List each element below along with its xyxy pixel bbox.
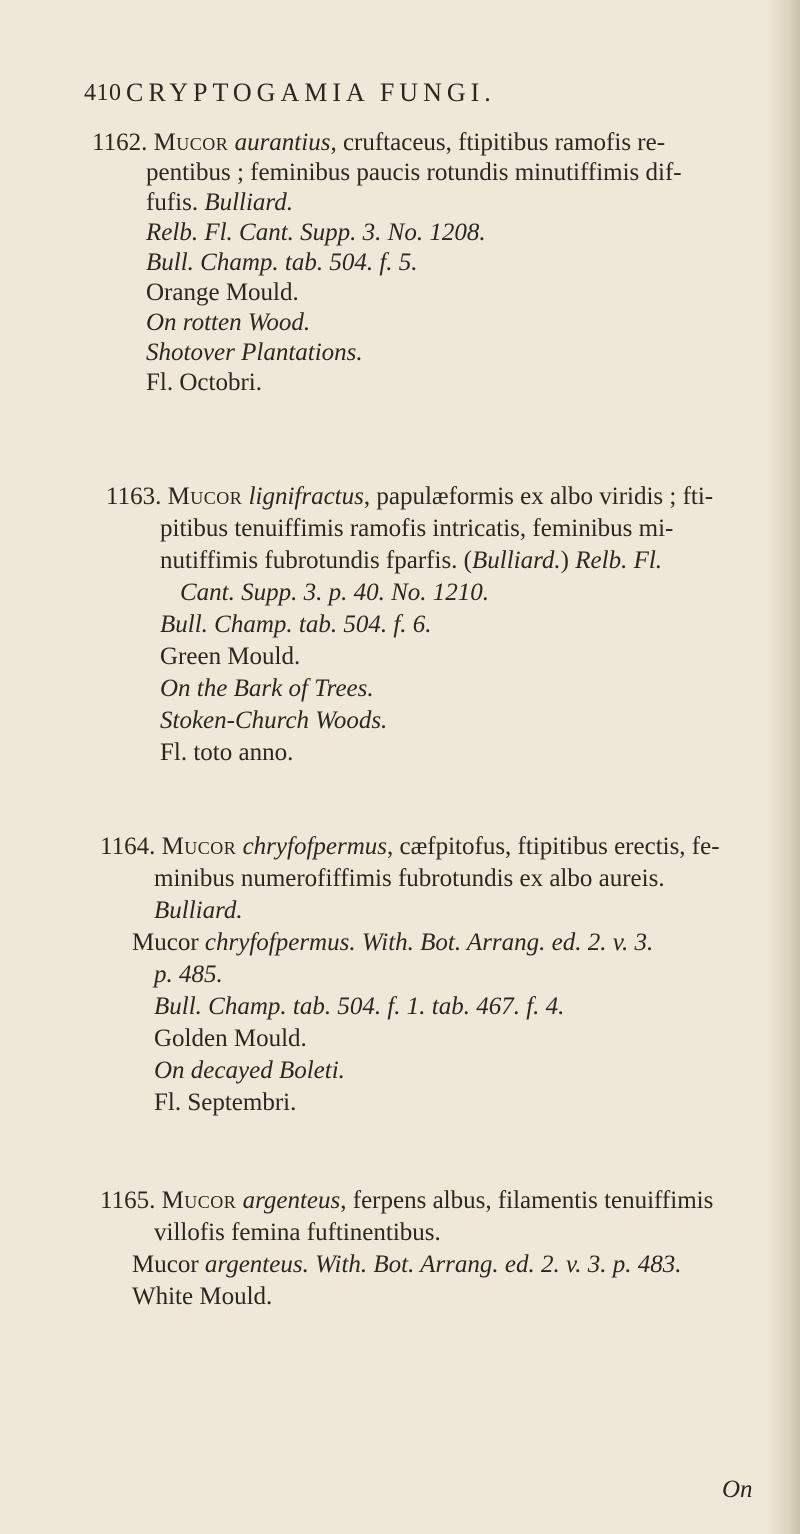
text-line: fufis. Bulliard. [146,189,293,216]
habitat-line: On decayed Boleti. [154,1057,345,1084]
entry-heading-line [92,128,665,158]
entry-heading-line [106,482,713,512]
species-name: argenteus [242,1187,341,1214]
catchword: On [722,1476,753,1503]
page-edge-shadow [766,0,800,1534]
habitat-line: On rotten Wood. [146,309,311,336]
reference-line: Bulliard. [154,897,243,924]
species-name: aurantius [234,129,331,156]
locality-line: Stoken-Church Woods. [160,707,388,734]
synonym-line: Mucor argenteus. With. Bot. Arrang. ed. 2. v. 3. p. 483. [132,1251,682,1278]
synonym-line: Mucor chryfofpermus. With. Bot. Arrang. ed. 2. v. 3. [132,929,654,956]
common-name: Green Mould. [160,643,301,670]
species-name: chryfofpermus [242,833,387,860]
genus-name: Mucor [153,129,229,156]
description-text: , cæfpitofus, ftipitibus erectis, fe- [387,833,720,860]
common-name: Orange Mould. [146,279,299,306]
entry-number: 1164. [100,833,156,860]
running-head: CRYPTOGAMIA FUNGI. [126,78,496,107]
text-line: pitibus tenuiffimis ramofis intricatis, feminibus mi- [160,515,674,542]
text-line: minibus numerofiffimis fubrotundis ex albo aureis. [154,865,665,892]
common-name: White Mould. [132,1283,273,1310]
description-text: , ferpens albus, filamentis tenuiffimis [340,1187,714,1214]
reference-line: Cant. Supp. 3. p. 40. No. 1210. [180,579,490,606]
entry-heading-line [100,1186,713,1216]
text-line: villofis femina fuftinentibus. [154,1219,441,1246]
entry-heading-line [100,832,720,862]
habitat-line: On the Bark of Trees. [160,675,374,702]
entry-number: 1163. [106,483,162,510]
entry-number: 1165. [100,1187,156,1214]
species-name: lignifractus [248,483,364,510]
common-name: Golden Mould. [154,1025,307,1052]
locality-line: Shotover Plantations. [146,339,363,366]
page-header [84,78,784,122]
text-line: nutiffimis fubrotundis fparfis. (Bulliard.) Relb. Fl. [160,547,663,574]
reference-line: Bull. Champ. tab. 504. f. 5. [146,249,418,276]
flowering-line: Fl. Septembri. [154,1089,297,1116]
description-text: , cruftaceus, ftipitibus ramofis re- [330,129,666,156]
reference-line: Bull. Champ. tab. 504. f. 1. tab. 467. f. 4. [154,993,565,1020]
text-line: pentibus ; feminibus paucis rotundis minutiffimis dif- [146,159,682,186]
genus-name: Mucor [161,1187,237,1214]
page-number: 410 [84,80,122,106]
genus-name: Mucor [167,483,243,510]
reference-line: Relb. Fl. Cant. Supp. 3. No. 1208. [146,219,486,246]
reference-line: Bull. Champ. tab. 504. f. 6. [160,611,432,638]
entry-number: 1162. [92,129,148,156]
genus-name: Mucor [161,833,237,860]
flowering-line: Fl. Octobri. [146,369,262,396]
description-text: , papulæformis ex albo viridis ; fti- [363,483,714,510]
flowering-line: Fl. toto anno. [160,739,294,766]
reference-line: p. 485. [154,961,223,988]
